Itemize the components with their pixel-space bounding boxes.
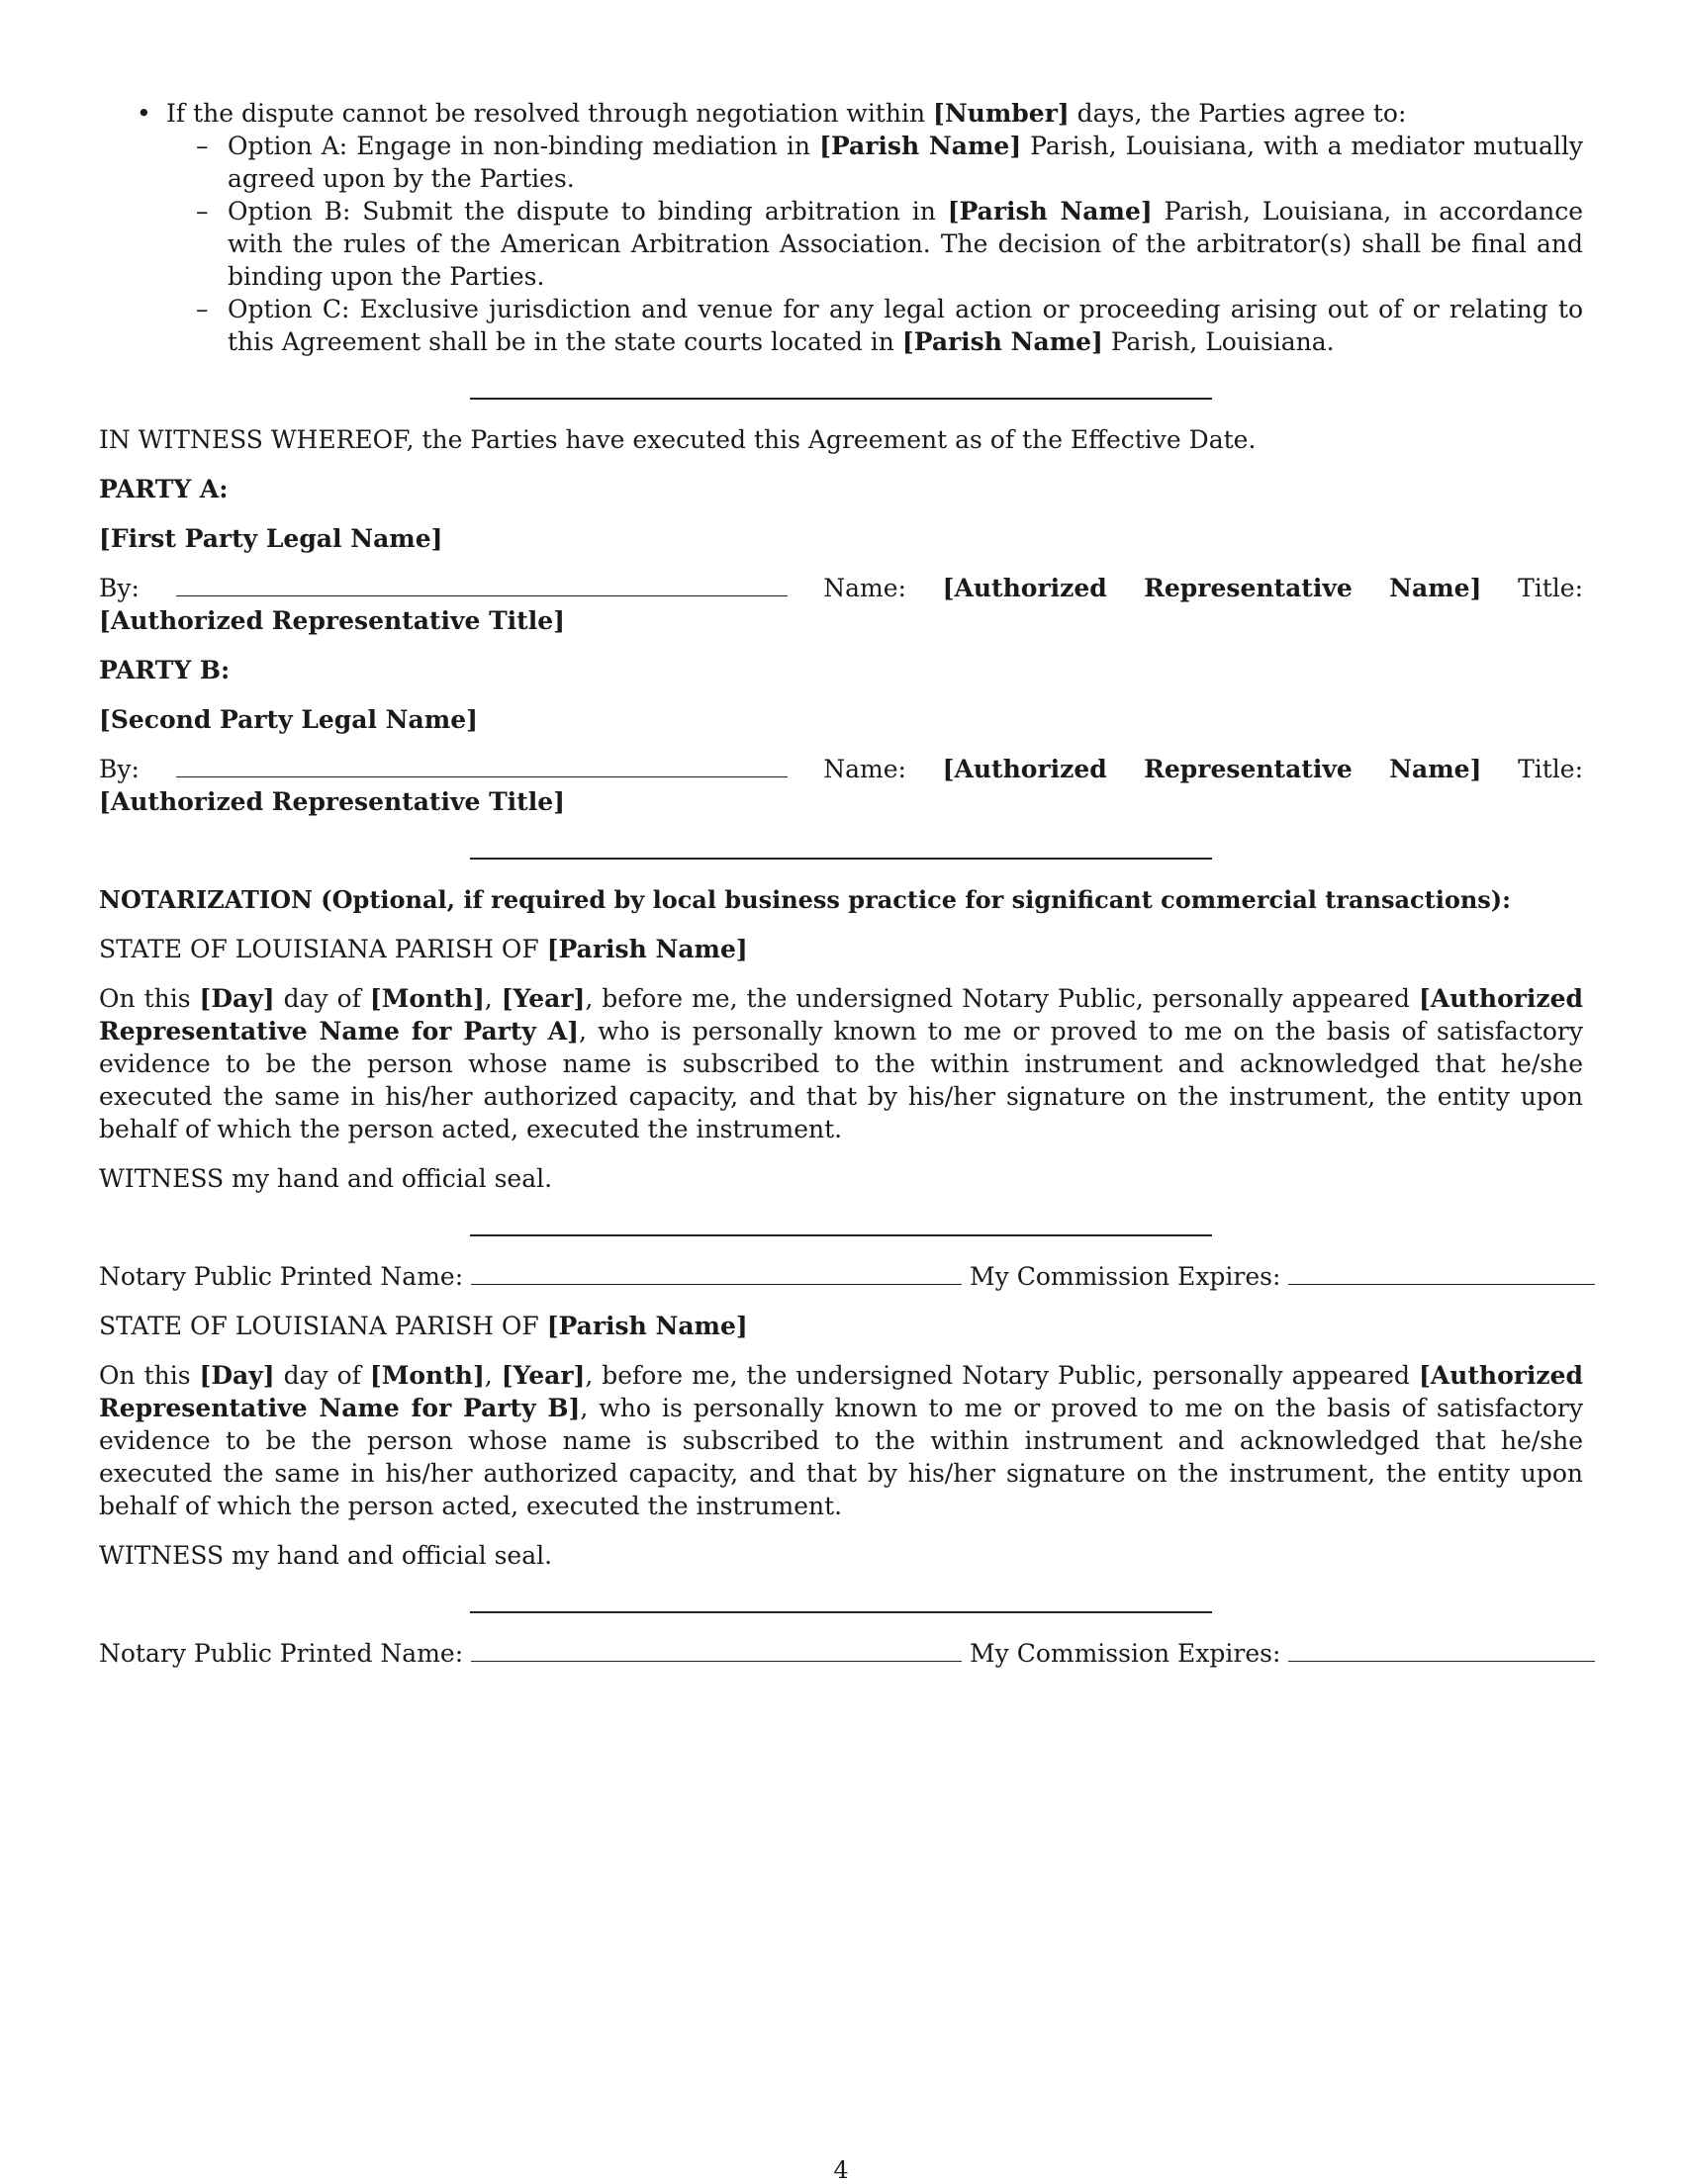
notary-a-commission-field[interactable] [1288,1262,1595,1285]
dash-marker: – [196,132,209,160]
notary-a-state-line: STATE OF LOUISIANA PARISH OF [Parish Name] [99,935,748,963]
notary-a-witness-seal: WITNESS my hand and official seal. [99,1164,553,1193]
option-a: – Option A: Engage in non-binding mediation in [Parish Name] Parish, Louisiana, with a mediator mutually agreed upon by the Parties. [196,132,1583,193]
party-b-signature-line: By: Name: [Authorized Representative Name] Title: [Authorized Representative Title] [99,755,1584,816]
notary-b-witness-seal: WITNESS my hand and official seal. [99,1541,553,1570]
dispute-bullet: • If the dispute cannot be resolved through negotiation within [Number] days, the Parties agree to: [137,99,1407,128]
notary-b-printed-name-line: Notary Public Printed Name: My Commission Expires: [99,1637,1583,1670]
notary-a-printed-name-line: Notary Public Printed Name: My Commission Expires: [99,1260,1583,1293]
bullet-dot: • [137,99,151,128]
dash-marker: – [196,197,209,226]
dash-marker: – [196,295,209,323]
document-page [99,97,1583,1670]
notary-b-commission-field[interactable] [1288,1639,1595,1662]
notary-b-state-line: STATE OF LOUISIANA PARISH OF [Parish Name] [99,1312,748,1340]
option-b: – Option B: Submit the dispute to binding arbitration in [Parish Name] Parish, Louisiana, in accordance with the rules of the American Arbitration Association. The decision of the arbitrator(s) shall be final and binding upon the Parties. [196,197,1583,291]
party-a-legal-name: [First Party Legal Name] [99,524,443,553]
page-number: 4 [833,2156,849,2184]
notary-a-acknowledgment: On this [Day] day of [Month], [Year], before me, the undersigned Notary Public, personally appeared [Authorized Representative Name for Party A], who is personally known to me or proved to me on the basis of satisfactory evidence to be the person whose name is subscribed to the within instrument and acknowledged that he/she executed the same in his/her authorized capacity, and that by his/her signature on the instrument, the entity upon behalf of which the person acted, executed the instrument. [99,984,1583,1143]
party-a-signature-line: By: Name: [Authorized Representative Name] Title: [Authorized Representative Title] [99,574,1584,635]
witness-statement: IN WITNESS WHEREOF, the Parties have executed this Agreement as of the Effective Date. [99,425,1257,454]
notary-a-printed-name-field[interactable] [471,1262,962,1285]
party-b-signature-field[interactable] [176,755,788,777]
party-a-signature-field[interactable] [176,574,788,596]
notary-b-printed-name-field[interactable] [471,1639,962,1662]
notarization-heading: NOTARIZATION (Optional, if required by local business practice for significant commercial transactions): [99,885,1512,914]
notary-b-acknowledgment: On this [Day] day of [Month], [Year], before me, the undersigned Notary Public, personally appeared [Authorized Representative Name for Party B], who is personally known to me or proved to me on the basis of satisfactory evidence to be the person whose name is subscribed to the within instrument and acknowledged that he/she executed the same in his/her authorized capacity, and that by his/her signature on the instrument, the entity upon behalf of which the person acted, executed the instrument. [99,1361,1583,1520]
party-b-legal-name: [Second Party Legal Name] [99,705,478,734]
option-c: – Option C: Exclusive jurisdiction and venue for any legal action or proceeding arising out of or relating to this Agreement shall be in the state courts located in [Parish Name] Parish, Louisiana. [196,295,1583,356]
party-a-heading: PARTY A: [99,475,229,503]
party-b-heading: PARTY B: [99,656,231,684]
